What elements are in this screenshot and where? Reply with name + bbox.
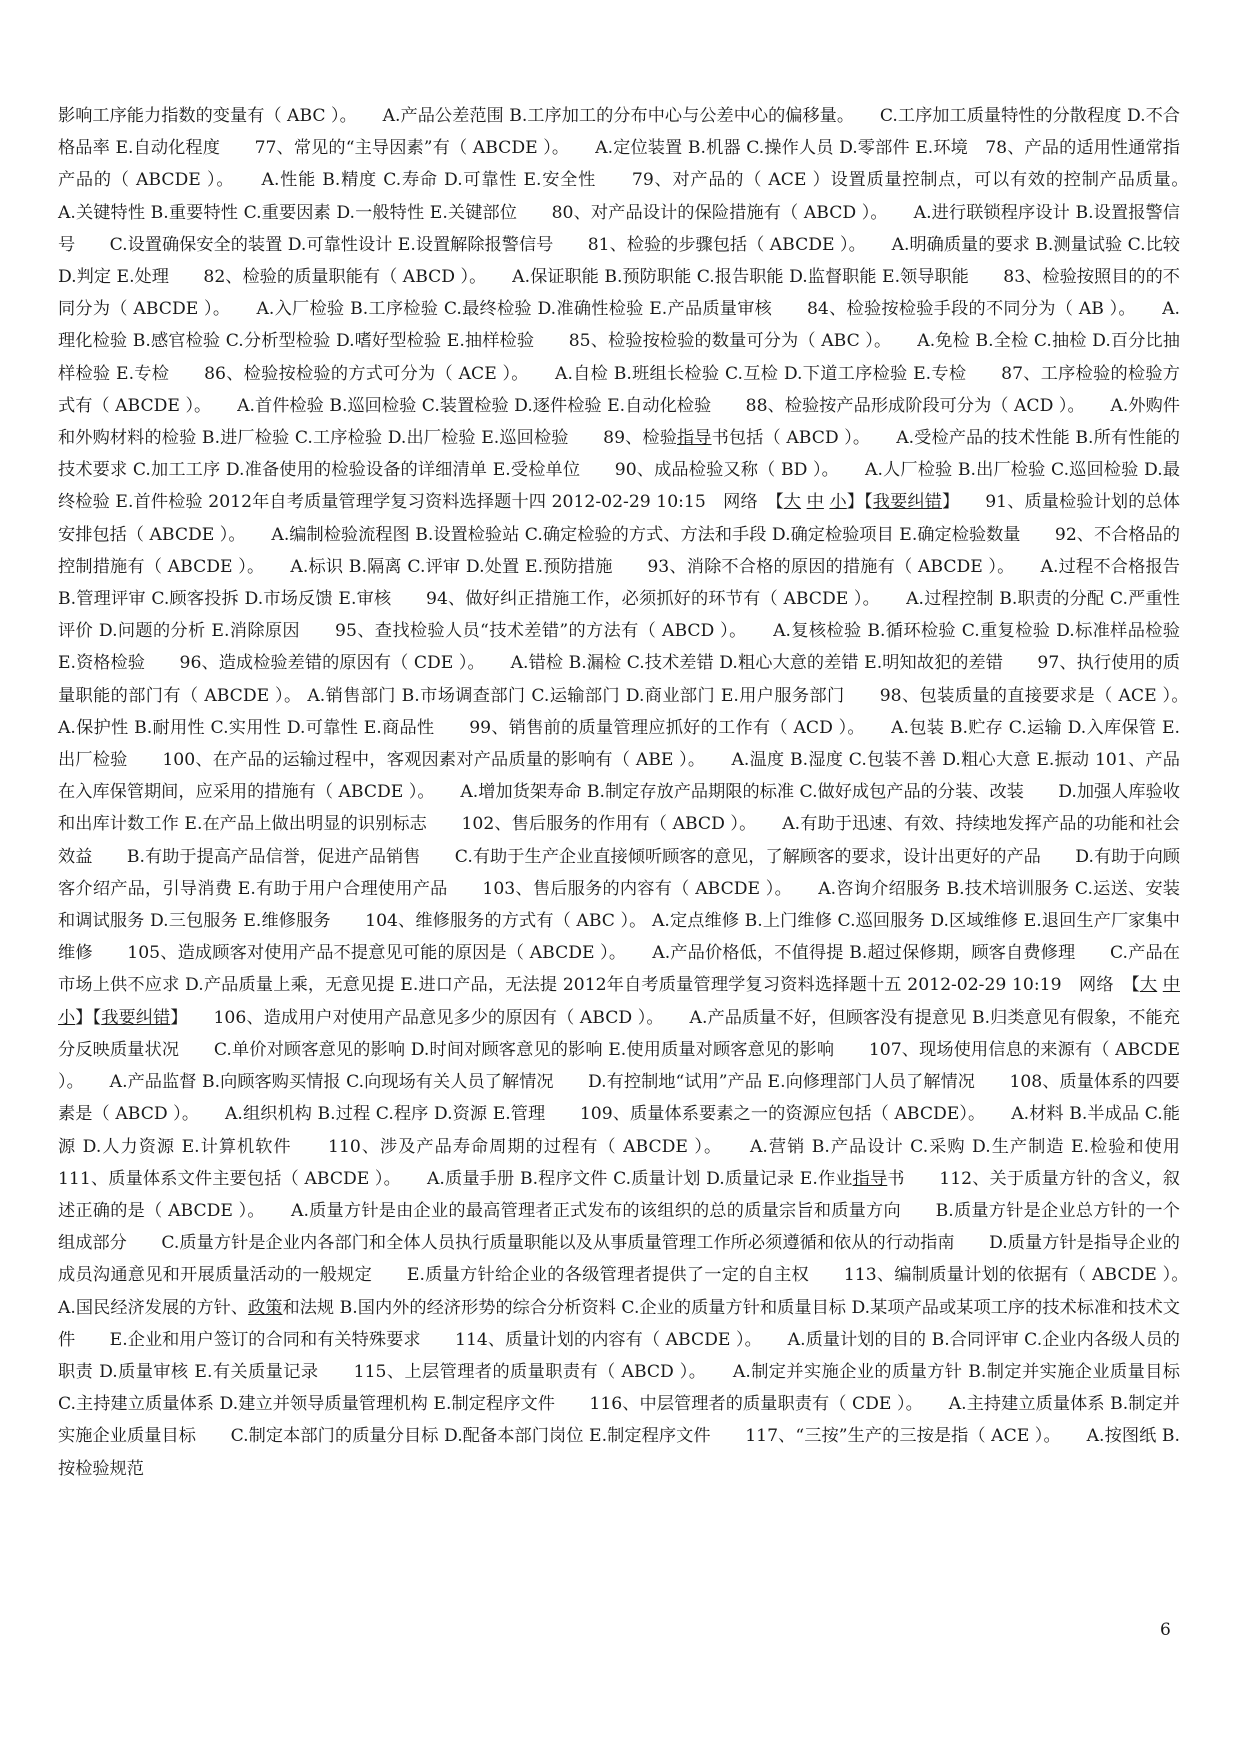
text-run: 】 91、质量检验计划的总体安排包括（ ABCDE ）。 A.编制检验流程图 B.设置检验站 C.确定检验的方式、方法和手段 D.确定检验项目 E.确定检验数量 92、不合格品的控制措施有（ ABCDE ）。 A.标识 B.隔离 C.评审 D.处置 E.预防措施 93、消除不合格的原因的措施有（ ABCDE ）。 A.过程不合格报告 B.管理评审 C.顾客投拆 D.市场反馈 E.审核 94、做好纠正措施工作，必须抓好的环节有（ ABCDE ）。 A.过程控制 B.职责的分配 C.严重性评价 D.问题的分析 E.消除原因 95、查找检验人员“技术差错”的方法有（ ABCD ）。 A.复核检验 B.循环检验 C.重复检验 D.标准样品检验 E.资格检验 96、造成检验差错的原因有（ CDE ）。 A.错检 B.漏检 C.技术差错 D.粗心大意的差错 E.明知故犯的差错 97、执行使用的质量职能的部门有（ ABCDE ）。 A.销售部门 B.市场调查部门 C.运输部门 D.商业部门 E.用户服务部门 98、包装质量的直接要求是（ ACE ）。 A.保护性 B.耐用性 C.实用性 D.可靠性 E.商品性 99、销售前的质量管理应抓好的工作有（ ACD ）。 A.包装 B.贮存 C.运输 D.入库保管 E.出厂检验 100、在产品的运输过程中，客观因素对产品质量的影响有（ ABE ）。 A.温度 B.湿度 C.包装不善 D.粗心大意 E.振动 101、产品在入库保管期间，应采用的措施有（ ABCDE ）。 A.增加货架寿命 B.制定存放产品期限的标准 C.做好成包产品的分装、改装 D.加强人库验收和出库计数工作 E.在产品上做出明显的识别标志 102、售后服务的作用有（ ABCD ）。 A.有助于迅速、有效、持续地发挥产品的功能和社会效益 B.有助于提高产品信誉，促进产品销售 C.有助于生产企业直接倾听顾客的意见，了解顾客的要求，设计出更好的产品 D.有助于向顾客介绍产品，引导消费 E.有助于用户合理使用产品 103、售后服务的内容有（ ABCDE ）。 A.咨询介绍服务 B.技术培训服务 C.运送、安装和调试服务 D.三包服务 E.维修服务 104、维修服务的方式有（ ABC ）。 A.定点维修 B.上门维修 C.巡回服务 D.区域维修 E.退回生产厂家集中维修 105、造成顾客对使用产品不提意见可能的原因是（ ABCDE ）。 A.产品价格低，不值得提 B.超过保修期，顾客自费修理 C.产品在市场上供不应求 D.产品质量上乘，无意见提 E.进口产品，无法提 2012年自考质量管理学复习资料选择题十五 2012-02-29 10:19 网络 【	[58, 492, 1215, 996]
text-run: 书包括（ ABCD ）。 A.受检产品的技术性能 B.所有性能的技术要求 C.加工工序 D.准备使用的检验设备的详细清单 E.受检单位 90、成品检验又称（ BD ）。 A.人厂检验 B.出厂检验 C.巡回检验 D.最终检验 E.首件检验 2012年自考质量管理学复习资料选择题十四 2012-02-29 10:15 网络 【	[58, 428, 1180, 513]
page-number: 6	[1160, 1620, 1171, 1640]
inline-link[interactable]: 大	[783, 492, 802, 513]
inline-link[interactable]: 我要纠错	[101, 1007, 171, 1028]
inline-link[interactable]: 小	[829, 492, 847, 513]
inline-link[interactable]: 中	[806, 492, 824, 513]
inline-link[interactable]: 指导	[677, 428, 712, 449]
inline-link[interactable]: 大	[1139, 975, 1158, 996]
text-run: 影响工序能力指数的变量有（ ABC ）。 A.产品公差范围 B.工序加工的分布中心与公差中心的偏移量。 C.工序加工质量特性的分散程度 D.不合格品率 E.自动化程度 77、常见的“主导因素”有（ ABCDE ）。 A.定位装置 B.机器 C.操作人员 D.零部件 E.环境 78、产品的适用性通常指产品的（ ABCDE ）。 A.性能 B.精度 C.寿命 D.可靠性 E.安全性 79、对产品的（ ACE ）设置质量控制点，可以有效的控制产品质量。 A.关键特性 B.重要特性 C.重要因素 D.一般特性 E.关键部位 80、对产品设计的保险措施有（ ABCD ）。 A.进行联锁程序设计 B.设置报警信号 C.设置确保安全的装置 D.可靠性设计 E.设置解除报警信号 81、检验的步骤包括（ ABCDE ）。 A.明确质量的要求 B.测量试验 C.比较 D.判定 E.处理 82、检验的质量职能有（ ABCD ）。 A.保证职能 B.预防职能 C.报告职能 D.监督职能 E.领导职能 83、检验按照目的的不同分为（ ABCDE ）。 A.入厂检验 B.工序检验 C.最终检验 D.准确性检验 E.产品质量审核 84、检验按检验手段的不同分为（ AB ）。 A.理化检验 B.感官检验 C.分析型检验 D.嗜好型检验 E.抽样检验 85、检验按检验的数量可分为（ ABC ）。 A.免检 B.全检 C.抽检 D.百分比抽样检验 E.专检 86、检验按检验的方式可分为（ ACE ）。 A.自检 B.班组长检验 C.互检 D.下道工序检验 E.专检 87、工序检验的检验方式有（ ABCDE ）。 A.首件检验 B.巡回检验 C.装置检验 D.逐件检验 E.自动化检验 88、检验按产品形成阶段可分为（ ACD ）。 A.外购件和外购材料的检验 B.进厂检验 C.工序检验 D.出厂检验 E.巡回检验 89、检验	[58, 106, 1215, 449]
inline-link[interactable]: 中	[1162, 975, 1180, 996]
text-run: 】【	[75, 1007, 102, 1028]
document-body	[58, 100, 1215, 1485]
text-run: 】 106、造成用户对使用产品意见多少的原因有（ ABCD ）。 A.产品质量不好，但顾客没有提意见 B.归类意见有假象，不能充分反映质量状况 C.单价对顾客意见的影响 D.时间对顾客意见的影响 E.使用质量对顾客意见的影响 107、现场使用信息的来源有（ ABCDE ）。 A.产品监督 B.向顾客购买情报 C.向现场有关人员了解情况 D.有控制地“试用”产品 E.向修理部门人员了解情况 108、质量体系的四要素是（ ABCD ）。 A.组织机构 B.过程 C.程序 D.资源 E.管理 109、质量体系要素之一的资源应包括（ ABCDE）。 A.材料 B.半成品 C.能源 D.人力资源 E.计算机软件 110、涉及产品寿命周期的过程有（ ABCDE ）。 A.营销 B.产品设计 C.采购 D.生产制造 E.检验和使用 111、质量体系文件主要包括（ ABCDE ）。 A.质量手册 B.程序文件 C.质量计划 D.质量记录 E.作业	[58, 1007, 1215, 1189]
inline-link[interactable]: 小	[58, 1007, 76, 1028]
text-run: 和法规 B.国内外的经济形势的综合分析资料 C.企业的质量方针和质量目标 D.某项产品或某项工序的技术标准和技术文件 E.企业和用户签订的合同和有关特殊要求 114、质量计划的内容有（ ABCDE ）。 A.质量计划的目的 B.合同评审 C.企业内各级人员的职责 D.质量审核 E.有关质量记录 115、上层管理者的质量职责有（ ABCD ）。 A.制定并实施企业的质量方针 B.制定并实施企业质量目标 C.主持建立质量体系 D.建立并领导质量管理机构 E.制定程序文件 116、中层管理者的质量职责有（ CDE ）。 A.主持建立质量体系 B.制定并实施企业质量目标 C.制定本部门的质量分目标 D.配备本部门岗位 E.制定程序文件 117、“三按”生产的三按是指（ ACE ）。 A.按图纸 B.按检验规范	[58, 1297, 1215, 1479]
text-run: 】【	[846, 492, 873, 513]
inline-link[interactable]: 指导	[852, 1168, 888, 1189]
inline-link[interactable]: 政策	[248, 1297, 283, 1318]
inline-link[interactable]: 我要纠错	[872, 492, 942, 513]
text-run: 书 112、关于质量方针的含义，叙述正确的是（ ABCDE ）。 A.质量方针是由企业的最高管理者正式发布的该组织的总的质量宗旨和质量方向 B.质量方针是企业总方针的一个组成部分 C.质量方针是企业内各部门和全体人员执行质量职能以及从事质量管理工作所必须遵循和依从的行动指南 D.质量方针是指导企业的成员沟通意见和开展质量活动的一般规定 E.质量方针给企业的各级管理者提供了一定的自主权 113、编制质量计划的依据有（ ABCDE ）。 A.国民经济发展的方针、	[58, 1168, 1215, 1318]
question-paragraph	[58, 100, 1215, 1485]
